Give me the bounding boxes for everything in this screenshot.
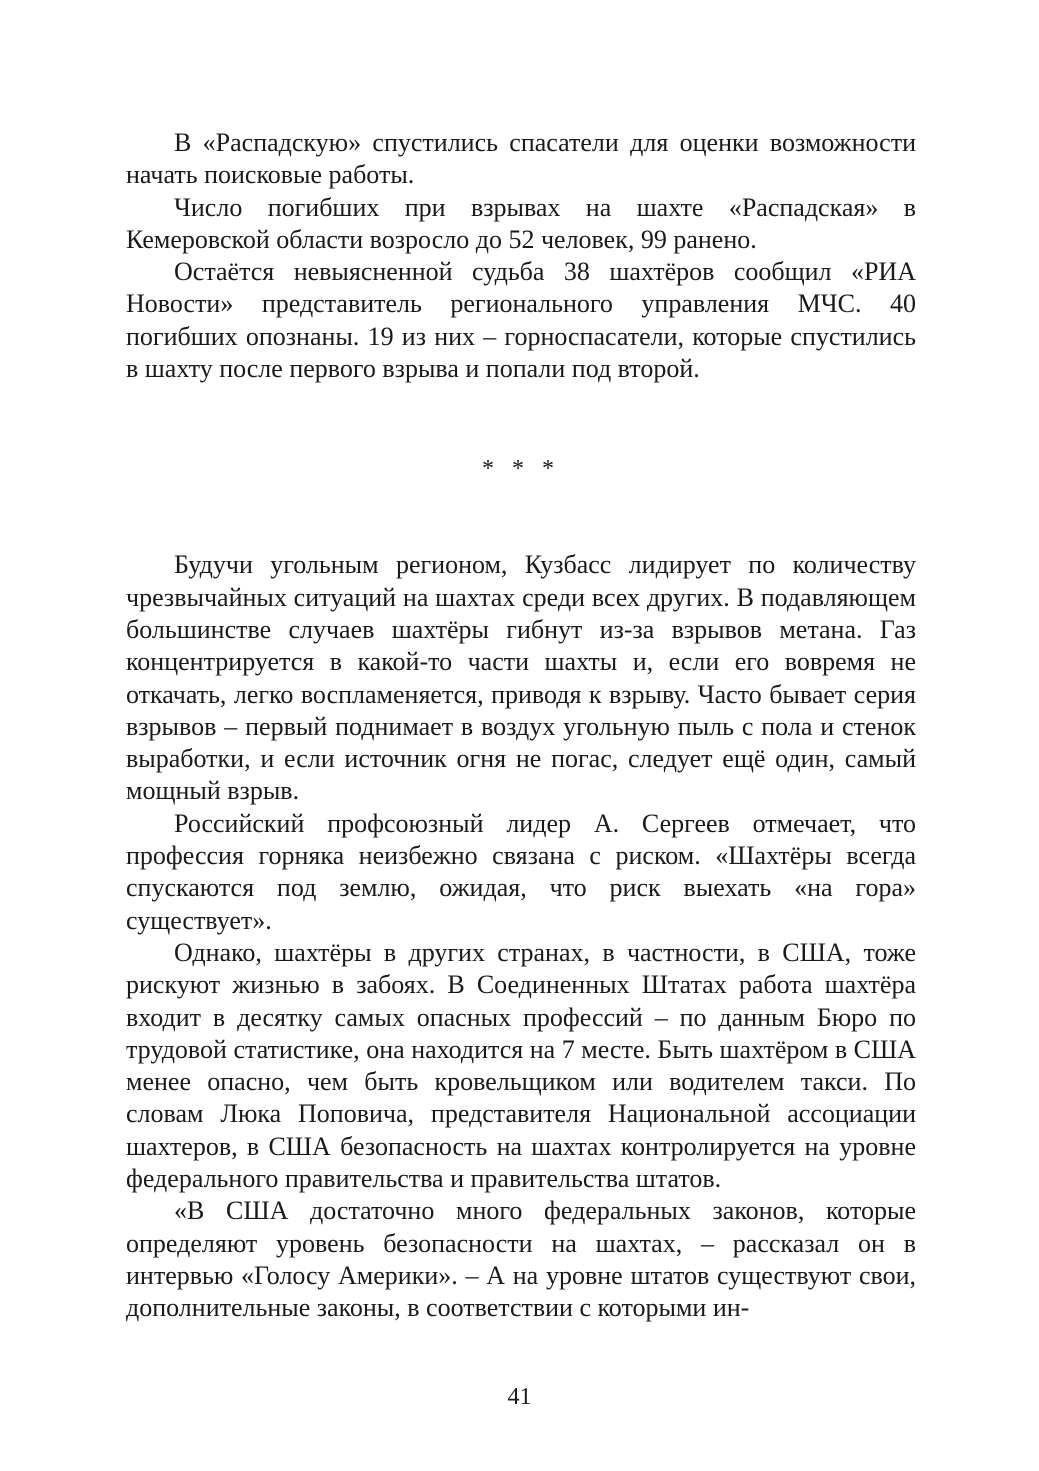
paragraph: В «Распадскую» спустились спасатели для оценки возможности начать поисковые работы.: [126, 128, 916, 190]
paragraph: Число погибших при взрывах на шахте «Распадская» в Кемеровской области возросло до 52 человек, 99 ранено.: [126, 192, 916, 254]
text-section-top: [126, 127, 916, 385]
section-separator: * * *: [482, 456, 560, 483]
paragraph: Остаётся невыясненной судьба 38 шахтёров сообщил «РИА Новости» представитель регионального управления МЧС. 40 погибших опознаны. 19 из них – горноспасатели, которые спустились в шахту после первого взрыва и попали под второй.: [126, 257, 916, 384]
text-section-bottom: [126, 549, 916, 1324]
paragraph: «В США достаточно много федеральных законов, которые определяют уровень безопасности на шахтах, – рассказал он в интервью «Голосу Америки». – А на уровне штатов существуют свои, дополнительные законы, в соответствии с которыми ин-: [126, 1196, 916, 1323]
paragraph: Будучи угольным регионом, Кузбасс лидирует по количеству чрезвычайных ситуаций на шахтах среди всех других. В подавляющем большинстве случаев шахтёры гибнут из-за взрывов метана. Газ концентрируется в какой-то части шахты и, если его вовремя не откачать, легко воспламеняется, приводя к взрыву. Часто бывает серия взрывов – первый поднимает в воздух угольную пыль с пола и стенок выработки, и если источник огня не погас, следует ещё один, самый мощный взрыв.: [126, 550, 916, 806]
page-body: [126, 127, 916, 1325]
paragraph: Российский профсоюзный лидер А. Сергеев отмечает, что профессия горняка неизбежно связана с риском. «Шахтёры всегда спускаются под землю, ожидая, что риск выехать «на гора» существует».: [126, 808, 916, 935]
paragraph: Однако, шахтёры в других странах, в частности, в США, тоже рискуют жизнью в забоях. В Соединенных Штатах работа шахтёра входит в десятку самых опасных профессий – по данным Бюро по трудовой статистике, она находится на 7 месте. Быть шахтёром в США менее опасно, чем быть кровельщиком или водителем такси. По словам Люка Поповича, представителя Национальной ассоциации шахтеров, в США безопасность на шахтах контролируется на уровне федерального правительства и правительства штатов.: [126, 937, 916, 1194]
page-number: 41: [507, 1384, 532, 1410]
